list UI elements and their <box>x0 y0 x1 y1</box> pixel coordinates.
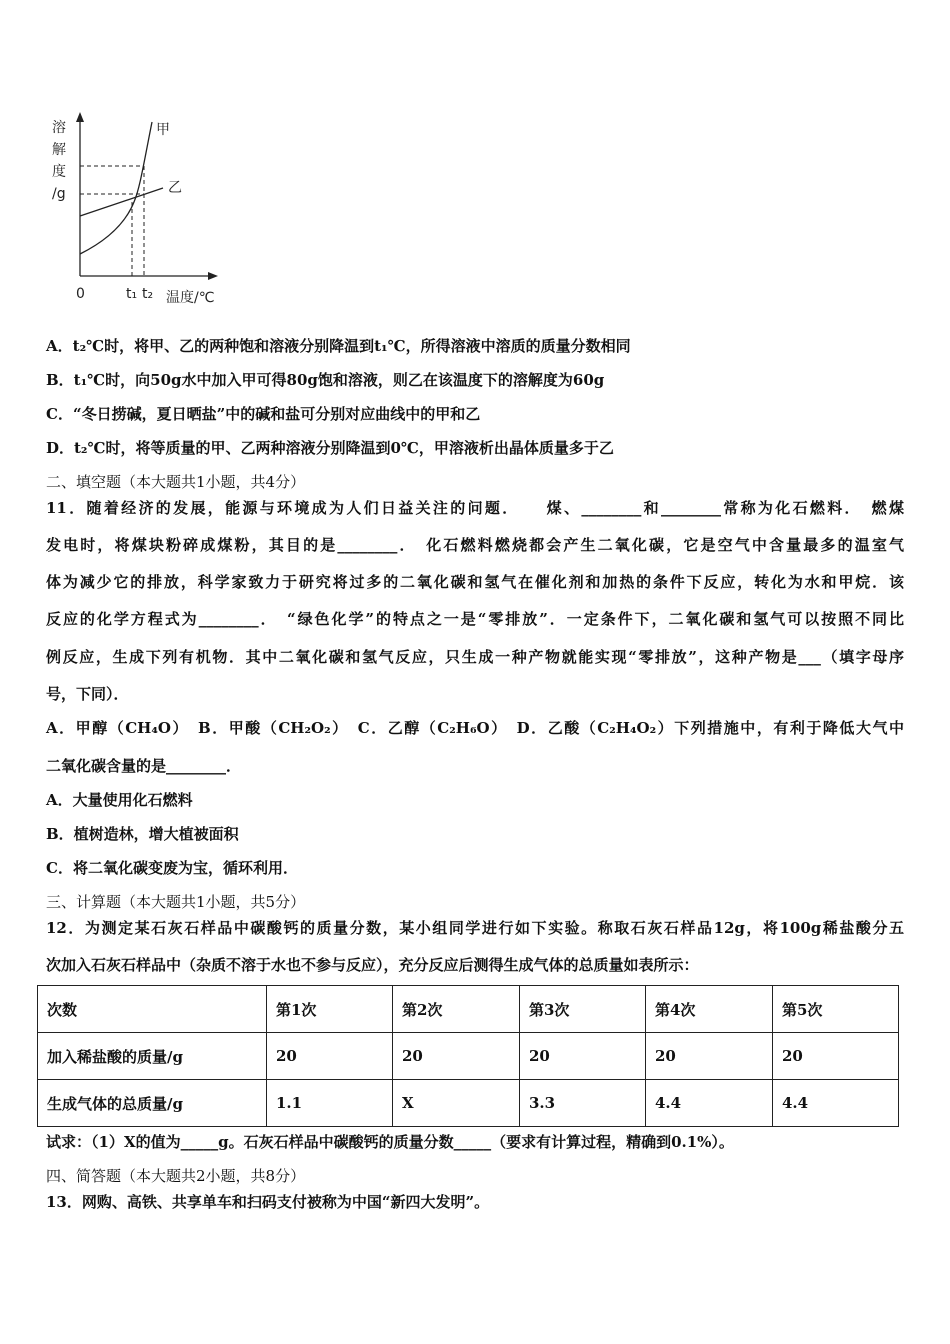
table-cell: 第4次 <box>646 986 773 1033</box>
origin-label: 0 <box>76 286 85 302</box>
data-table <box>37 985 899 1127</box>
solubility-graph <box>48 110 238 310</box>
q11-option: B．植树造林，增大植被面积 <box>46 825 239 843</box>
y-axis-arrow <box>76 112 84 122</box>
table-cell: 4.4 <box>646 1080 773 1127</box>
table-row <box>38 1080 899 1127</box>
table-cell: 第3次 <box>520 986 646 1033</box>
y-label-char: 解 <box>52 142 66 158</box>
y-label-char: 度 <box>52 164 66 180</box>
table-cell: 3.3 <box>520 1080 646 1127</box>
table-cell: 次数 <box>38 986 267 1033</box>
table-cell: 20 <box>393 1033 520 1080</box>
table-cell: 加入稀盐酸的质量/g <box>38 1033 267 1080</box>
table-cell: 20 <box>646 1033 773 1080</box>
q11-line: 例反应，生成下列有机物．其中二氧化碳和氢气反应，只生成一种产物就能实现“零排放”，这种产物是___（填字母序 <box>46 648 904 666</box>
q12-ask: 试求：（1）X的值为_____g。石灰石样品中碳酸钙的质量分数_____（要求有计算过程，精确到0.1%）。 <box>46 1133 734 1151</box>
q11-line: 二氧化碳含量的是________． <box>46 757 242 775</box>
section-heading: 三、计算题（本大题共1小题，共5分） <box>46 893 306 911</box>
option-b: B．t₁℃时，向50g水中加入甲可得80g饱和溶液，则乙在该温度下的溶解度为60g <box>46 371 605 389</box>
table-row <box>38 1033 899 1080</box>
y-label-char: 溶 <box>52 120 66 136</box>
curve-jia <box>80 122 152 254</box>
label-jia: 甲 <box>156 122 170 138</box>
section-heading: 二、填空题（本大题共1小题，共4分） <box>46 473 306 491</box>
table-cell: 生成气体的总质量/g <box>38 1080 267 1127</box>
table-cell: 20 <box>773 1033 899 1080</box>
x-axis-arrow <box>208 272 218 280</box>
table-cell: 20 <box>520 1033 646 1080</box>
y-label-char: /g <box>52 186 66 202</box>
label-yi: 乙 <box>168 180 182 196</box>
option-d: D．t₂℃时，将等质量的甲、乙两种溶液分别降温到0℃，甲溶液析出晶体质量多于乙 <box>46 439 614 457</box>
table-cell: 20 <box>267 1033 393 1080</box>
q11-option: C．将二氧化碳变废为宝，循环利用． <box>46 859 298 877</box>
curve-yi <box>80 188 163 216</box>
option-a: A．t₂℃时，将甲、乙的两种饱和溶液分别降温到t₁℃，所得溶液中溶质的质量分数相同 <box>46 337 631 355</box>
t2-label: t₂ <box>142 286 154 302</box>
q12-line: 次加入石灰石样品中（杂质不溶于水也不参与反应），充分反应后测得生成气体的总质量如表所示： <box>46 956 699 974</box>
table-cell: 4.4 <box>773 1080 899 1127</box>
q11-line: 发电时，将煤块粉碎成煤粉，其目的是________． 化石燃料燃烧都会产生二氧化碳，它是空气中含量最多的温室气 <box>46 536 904 554</box>
q11-line: A．甲醇（CH₄O） B．甲酸（CH₂O₂） C．乙醇（C₂H₆O） D．乙酸（C₂H₄O₂）下列措施中，有利于降低大气中 <box>46 719 904 737</box>
table-cell: 第2次 <box>393 986 520 1033</box>
y-axis-label <box>52 119 66 202</box>
table-header-row <box>38 986 899 1033</box>
q11-line: 反应的化学方程式为________． “绿色化学”的特点之一是“零排放”．一定条件下，二氧化碳和氢气可以按照不同比 <box>46 610 904 628</box>
q11-line: 体为减少它的排放，科学家致力于研究将过多的二氧化碳和氢气在催化剂和加热的条件下反应，转化为水和甲烷．该 <box>46 573 904 591</box>
q11-option: A．大量使用化石燃料 <box>46 791 193 809</box>
q11-line: 号，下同）． <box>46 685 129 703</box>
q11-line: 11．随着经济的发展，能源与环境成为人们日益关注的问题． 煤、________和________常称为化石燃料． 燃煤 <box>46 499 904 517</box>
table-cell: 1.1 <box>267 1080 393 1127</box>
table-cell: 第1次 <box>267 986 393 1033</box>
x-axis-label: 温度/℃ <box>166 290 215 306</box>
section-heading: 四、简答题（本大题共2小题，共8分） <box>46 1167 306 1185</box>
table-cell: 第5次 <box>773 986 899 1033</box>
q13-line: 13．网购、高铁、共享单车和扫码支付被称为中国“新四大发明”。 <box>46 1193 490 1211</box>
table-cell: X <box>393 1080 520 1127</box>
option-c: C．“冬日捞碱，夏日晒盐”中的碱和盐可分别对应曲线中的甲和乙 <box>46 405 481 423</box>
q12-line: 12．为测定某石灰石样品中碳酸钙的质量分数，某小组同学进行如下实验。称取石灰石样品12g，将100g稀盐酸分五 <box>46 919 904 937</box>
t1-label: t₁ <box>126 286 138 302</box>
